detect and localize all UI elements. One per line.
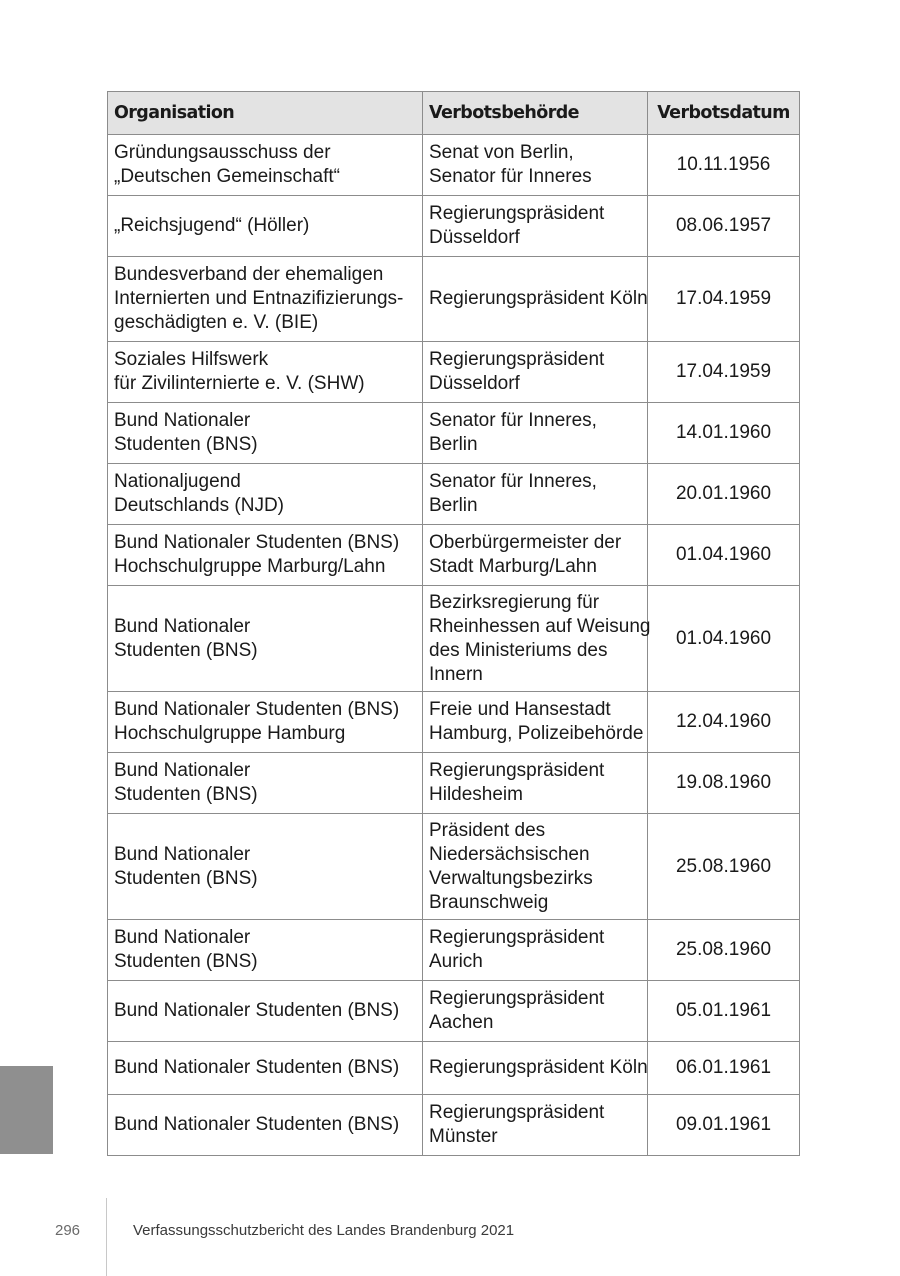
date-cell: 19.08.1960 [648, 753, 800, 814]
organisation-cell-line: Hochschulgruppe Marburg/Lahn [114, 556, 386, 577]
organisation-cell [108, 981, 423, 1042]
organisation-cell [108, 525, 423, 586]
authority-cell-line: Regierungspräsident [429, 760, 605, 781]
date-cell: 08.06.1957 [648, 196, 800, 257]
date-cell: 17.04.1959 [648, 342, 800, 403]
authority-cell-line: Regierungspräsident [429, 927, 605, 948]
table-row [108, 342, 800, 403]
table-row [108, 1042, 800, 1095]
organisation-cell-line: Studenten (BNS) [114, 951, 258, 972]
organisation-cell-line: Bund Nationaler [114, 927, 251, 948]
organisation-cell-line: Deutschlands (NJD) [114, 495, 284, 516]
authority-cell [423, 525, 648, 586]
table-row [108, 692, 800, 753]
authority-cell-line: Regierungspräsident [429, 1102, 605, 1123]
footer-divider [106, 1198, 107, 1276]
table-row [108, 135, 800, 196]
table-row [108, 1095, 800, 1156]
organisation-cell-line: Nationaljugend [114, 471, 241, 492]
authority-cell [423, 920, 648, 981]
organisation-cell [108, 753, 423, 814]
organisation-cell-line: Bundesverband der ehemaligen [114, 264, 384, 285]
table-row [108, 753, 800, 814]
ban-table-container [107, 91, 799, 1156]
organisation-cell-line: Bund Nationaler [114, 843, 251, 865]
authority-cell-line: Düsseldorf [429, 227, 520, 248]
date-cell: 05.01.1961 [648, 981, 800, 1042]
authority-cell-line: Regierungspräsident Köln [429, 288, 648, 309]
date-cell: 01.04.1960 [648, 525, 800, 586]
organisation-cell-line: Bund Nationaler Studenten (BNS) [114, 532, 400, 553]
organisation-cell-line: Studenten (BNS) [114, 639, 258, 661]
organisation-cell-line: „Reichsjugend“ (Höller) [114, 215, 310, 236]
header-date: Verbotsdatum [648, 92, 800, 135]
organisation-cell [108, 1042, 423, 1095]
table-row [108, 257, 800, 342]
authority-cell-line: Berlin [429, 495, 478, 516]
authority-cell-line: Aurich [429, 951, 483, 972]
authority-cell [423, 981, 648, 1042]
date-cell: 12.04.1960 [648, 692, 800, 753]
authority-cell [423, 403, 648, 464]
authority-cell-line: Senator für Inneres [429, 166, 592, 187]
authority-cell-line: Regierungspräsident Köln [429, 1057, 648, 1078]
authority-cell-line: Aachen [429, 1012, 494, 1033]
page-number: 296 [55, 1222, 81, 1239]
authority-cell-line: Präsident des [429, 819, 546, 841]
authority-cell-line: Senator für Inneres, [429, 471, 597, 492]
authority-cell-line: Regierungspräsident [429, 203, 605, 224]
organisation-cell-line: „Deutschen Gemeinschaft“ [114, 166, 340, 187]
date-cell: 01.04.1960 [648, 586, 800, 692]
authority-cell-line: Oberbürgermeister der [429, 532, 622, 553]
date-cell: 14.01.1960 [648, 403, 800, 464]
authority-cell [423, 342, 648, 403]
authority-cell [423, 814, 648, 920]
authority-cell-line: Düsseldorf [429, 373, 520, 394]
table-body [108, 135, 800, 1156]
table-row [108, 814, 800, 920]
authority-cell-line: Münster [429, 1126, 498, 1147]
table-row [108, 464, 800, 525]
authority-cell-line: des Ministeriums des [429, 639, 608, 661]
organisation-cell [108, 403, 423, 464]
organisation-cell [108, 1095, 423, 1156]
authority-cell-line: Rheinhessen auf Weisung [429, 615, 651, 637]
organisation-cell-line: Gründungsausschuss der [114, 142, 331, 163]
organisation-cell [108, 135, 423, 196]
organisation-cell-line: Bund Nationaler Studenten (BNS) [114, 1057, 400, 1078]
organisation-cell-line: Studenten (BNS) [114, 867, 258, 889]
organisation-cell-line: für Zivilinternierte e. V. (SHW) [114, 373, 365, 394]
authority-cell-line: Freie und Hansestadt [429, 699, 611, 720]
organisation-cell-line: Bund Nationaler [114, 615, 251, 637]
date-cell: 25.08.1960 [648, 920, 800, 981]
authority-cell-line: Senat von Berlin, [429, 142, 574, 163]
authority-cell [423, 135, 648, 196]
organisation-cell-line: Soziales Hilfswerk [114, 349, 269, 370]
authority-cell-line: Senator für Inneres, [429, 410, 597, 431]
table-row [108, 920, 800, 981]
authority-cell-line: Verwaltungsbezirks [429, 867, 593, 889]
authority-cell [423, 196, 648, 257]
date-cell: 20.01.1960 [648, 464, 800, 525]
organisation-cell-line: Bund Nationaler [114, 410, 251, 431]
organisation-cell-line: Bund Nationaler Studenten (BNS) [114, 699, 400, 720]
organisation-cell-line: Bund Nationaler [114, 760, 251, 781]
organisation-cell [108, 814, 423, 920]
authority-cell-line: Hamburg, Polizeibehörde [429, 723, 644, 744]
authority-cell-line: Hildesheim [429, 784, 523, 805]
date-cell: 09.01.1961 [648, 1095, 800, 1156]
organisation-cell-line: geschädigten e. V. (BIE) [114, 312, 319, 333]
organisation-cell-line: Bund Nationaler Studenten (BNS) [114, 1114, 400, 1135]
header-authority: Verbotsbehörde [423, 92, 648, 135]
organisation-cell [108, 464, 423, 525]
table-row [108, 981, 800, 1042]
ban-table [107, 91, 800, 1156]
table-row [108, 586, 800, 692]
header-organisation: Organisation [108, 92, 423, 135]
organisation-cell [108, 586, 423, 692]
authority-cell-line: Innern [429, 663, 483, 685]
authority-cell-line: Niedersächsischen [429, 843, 590, 865]
date-cell: 17.04.1959 [648, 257, 800, 342]
organisation-cell [108, 920, 423, 981]
authority-cell [423, 464, 648, 525]
date-cell: 06.01.1961 [648, 1042, 800, 1095]
organisation-cell-line: Studenten (BNS) [114, 434, 258, 455]
authority-cell-line: Stadt Marburg/Lahn [429, 556, 597, 577]
date-cell: 10.11.1956 [648, 135, 800, 196]
organisation-cell-line: Hochschulgruppe Hamburg [114, 723, 346, 744]
authority-cell [423, 257, 648, 342]
authority-cell-line: Braunschweig [429, 891, 549, 913]
authority-cell [423, 753, 648, 814]
organisation-cell-line: Studenten (BNS) [114, 784, 258, 805]
organisation-cell [108, 692, 423, 753]
table-row [108, 196, 800, 257]
organisation-cell [108, 196, 423, 257]
organisation-cell-line: Bund Nationaler Studenten (BNS) [114, 1000, 400, 1021]
date-cell: 25.08.1960 [648, 814, 800, 920]
authority-cell [423, 1042, 648, 1095]
table-header-row [108, 92, 800, 135]
organisation-cell-line: Internierten und Entnazifizierungs- [114, 288, 404, 309]
page-edge-tab [0, 1066, 53, 1154]
authority-cell [423, 692, 648, 753]
authority-cell [423, 586, 651, 692]
authority-cell-line: Berlin [429, 434, 478, 455]
authority-cell-line: Bezirksregierung für [429, 591, 600, 613]
organisation-cell [108, 342, 423, 403]
table-row [108, 525, 800, 586]
authority-cell-line: Regierungspräsident [429, 349, 605, 370]
footer-title: Verfassungsschutzbericht des Landes Brandenburg 2021 [133, 1222, 515, 1239]
organisation-cell [108, 257, 423, 342]
authority-cell [423, 1095, 648, 1156]
authority-cell-line: Regierungspräsident [429, 988, 605, 1009]
table-row [108, 403, 800, 464]
